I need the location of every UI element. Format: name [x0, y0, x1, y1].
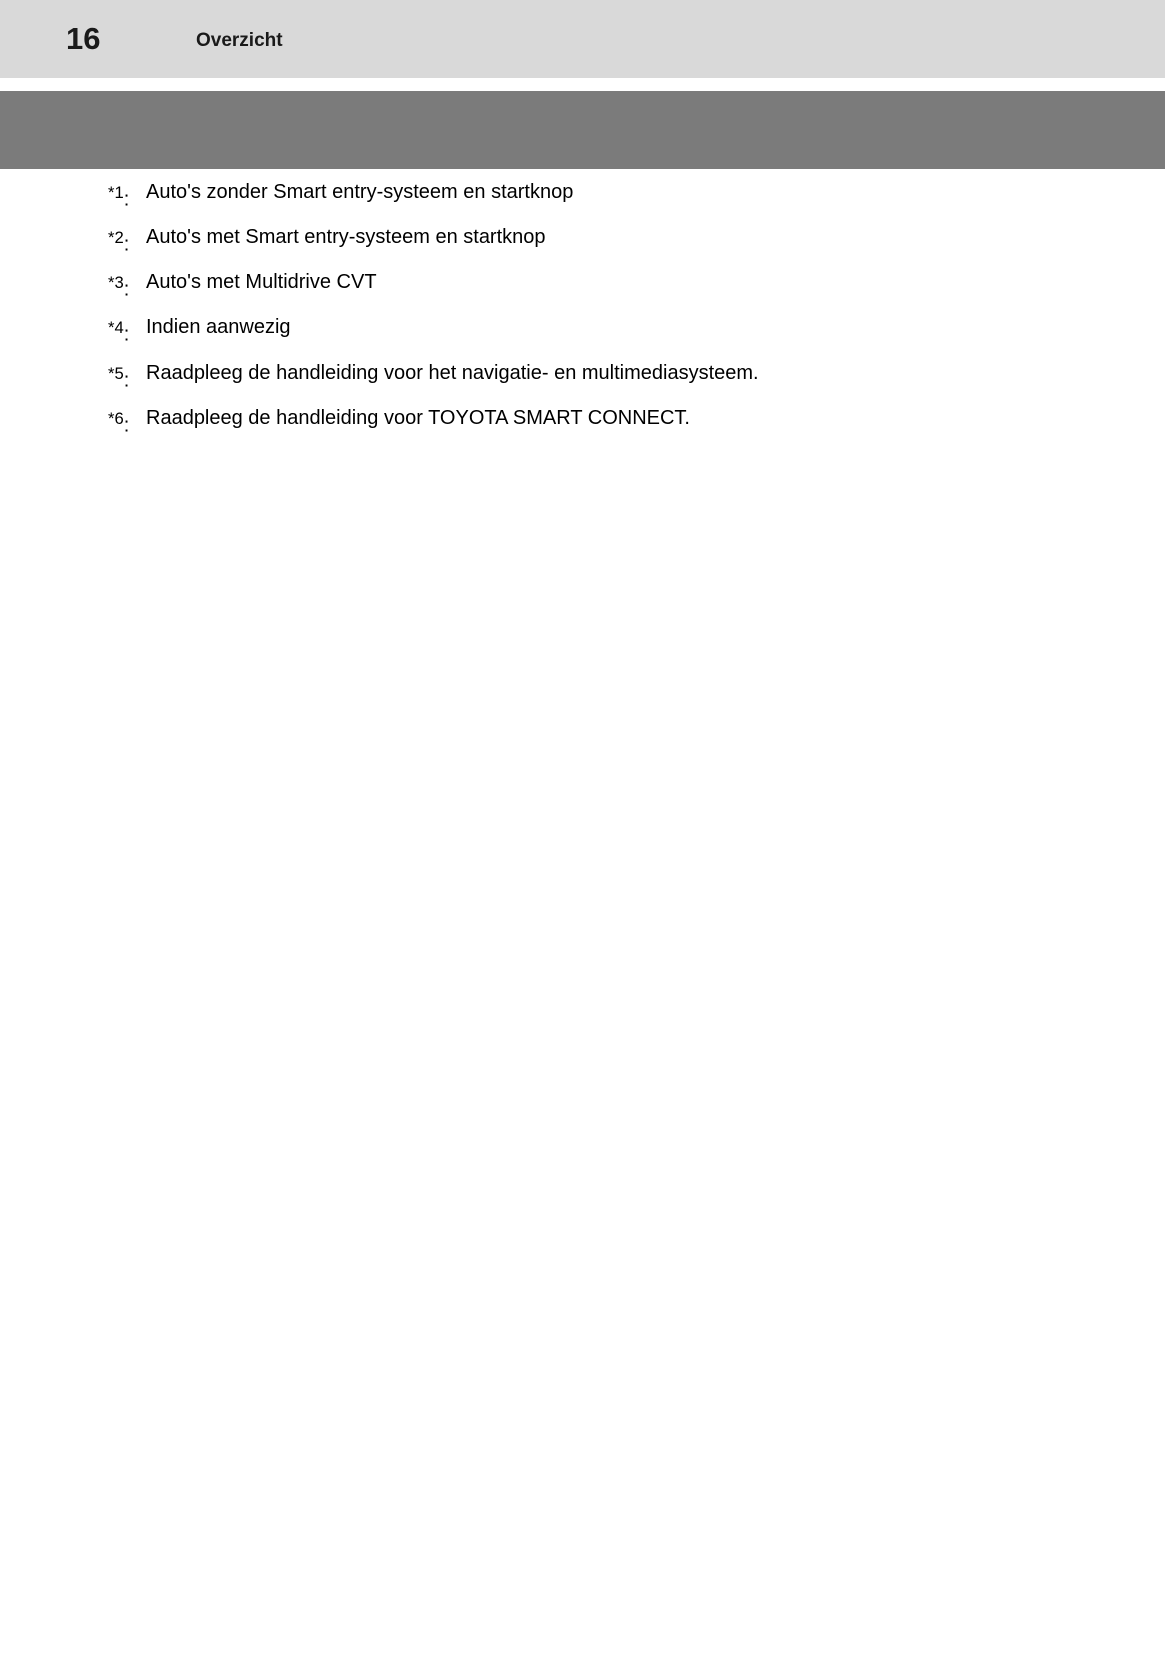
footnote-text: Auto's met Multidrive CVT	[146, 271, 377, 294]
list-item	[108, 268, 1068, 305]
footnote-text: Auto's met Smart entry-systeem en startknop	[146, 226, 546, 249]
footnote-text: Auto's zonder Smart entry-systeem en startknop	[146, 181, 574, 203]
list-item	[108, 223, 1068, 260]
list-item	[108, 359, 1068, 396]
footnote-marker: $^{*5}$:	[108, 363, 130, 392]
section-divider-band	[0, 91, 1165, 169]
footnote-list	[108, 178, 1068, 449]
footnote-text: Indien aanwezig	[146, 316, 291, 339]
list-item	[108, 404, 1068, 441]
footnote-text: Raadpleeg de handleiding voor TOYOTA SMART CONNECT.	[146, 406, 690, 429]
footnote-marker: $^{*3}$:	[108, 273, 130, 301]
list-item	[108, 313, 1068, 350]
footnote-marker-sup: *6	[108, 408, 124, 428]
page-header	[0, 0, 1165, 78]
footnote-marker: $^{*1}$:	[108, 183, 130, 211]
footnote-marker-sup: *4	[108, 318, 124, 338]
footnote-marker-sup: *5	[108, 363, 124, 383]
footnote-marker: $^{*2}$:	[108, 228, 130, 256]
page-title: Overzicht	[196, 30, 283, 51]
footnote-marker: $^{*6}$:	[108, 408, 130, 437]
footnote-marker: $^{*4}$:	[108, 318, 130, 347]
footnote-marker-sup: *1	[108, 183, 124, 202]
page-number: 16	[66, 21, 101, 56]
footnote-marker-sup: *2	[108, 228, 124, 248]
footnote-marker-sup: *3	[108, 273, 124, 293]
list-item	[108, 178, 1068, 215]
footnote-text: Raadpleeg de handleiding voor het navigatie- en multimediasysteem.	[146, 361, 759, 384]
